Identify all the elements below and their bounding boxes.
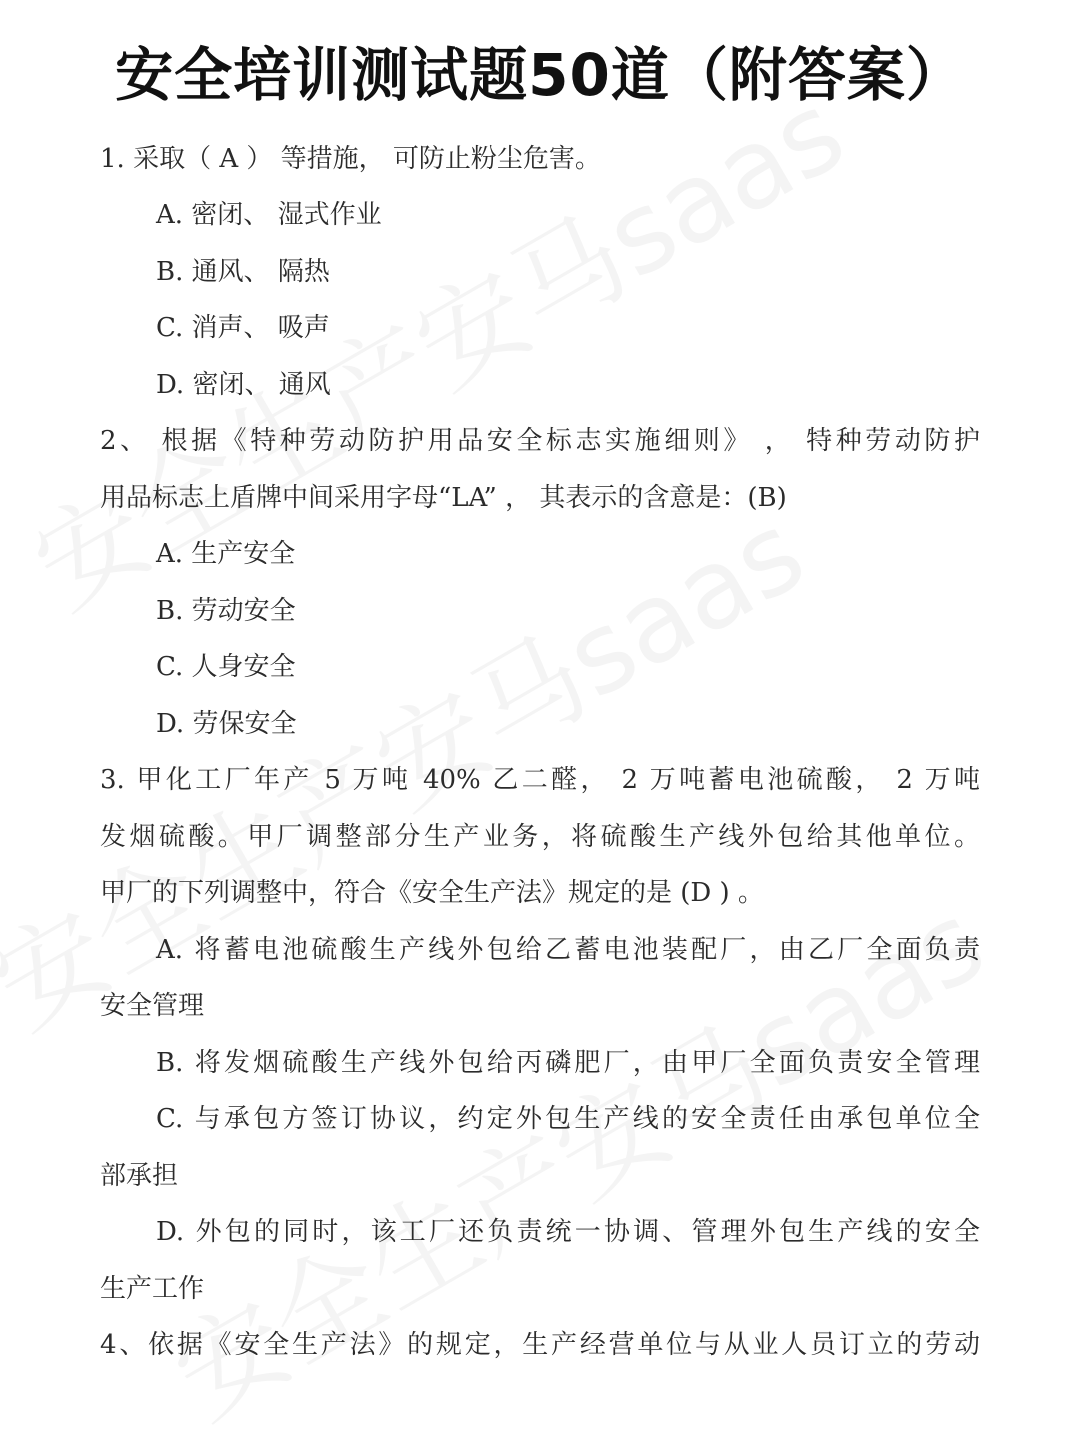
question-3-line-3: 甲厂的下列调整中，符合《安全生产法》规定的是 (D ) 。 — [100, 878, 764, 908]
question-3-option-c-line-1: C. 与承包方签订协议，约定外包生产线的安全责任由承包单位全 — [156, 1104, 980, 1134]
question-3-option-d-line-2: 生产工作 — [100, 1274, 205, 1304]
question-2-line-2: 用品标志上盾牌中间采用字母“LA” ， 其表示的含意是：(B) — [100, 483, 787, 513]
question-1-option-d: D. 密闭、 通风 — [156, 370, 331, 400]
question-1-option-a: A. 密闭、 湿式作业 — [156, 200, 382, 230]
question-1-option-b: B. 通风、 隔热 — [156, 257, 330, 287]
question-3-option-b: B. 将发烟硫酸生产线外包给丙磷肥厂，由甲厂全面负责安全管理 — [156, 1048, 980, 1078]
question-3-line-2: 发烟硫酸。甲厂调整部分生产业务，将硫酸生产线外包给其他单位。 — [100, 822, 980, 852]
question-2-option-d: D. 劳保安全 — [156, 709, 297, 739]
question-4-line-1: 4、依据《安全生产法》的规定，生产经营单位与从业人员订立的劳动 — [100, 1330, 980, 1360]
question-2-option-a: A. 生产安全 — [156, 539, 296, 569]
question-3-option-c-line-2: 部承担 — [100, 1161, 179, 1191]
question-2-line-1: 2、 根据《特种劳动防护用品安全标志实施细则》 ， 特种劳动防护 — [100, 426, 980, 456]
question-2-option-b: B. 劳动安全 — [156, 596, 296, 626]
question-1-option-c: C. 消声、 吸声 — [156, 313, 330, 343]
question-2-option-c: C. 人身安全 — [156, 652, 296, 682]
question-3-option-a-line-2: 安全管理 — [100, 991, 205, 1021]
question-3-line-1: 3. 甲化工厂年产 5 万吨 40% 乙二醛， 2 万吨蓄电池硫酸， 2 万吨 — [100, 765, 980, 795]
watermark-1 — [1, 46, 868, 638]
question-3-option-d-line-1: D. 外包的同时，该工厂还负责统一协调、管理外包生产线的安全 — [156, 1217, 980, 1247]
page-title: 安全培训测试题50道（附答案） — [115, 41, 965, 109]
question-1: 1. 采取（ A ） 等措施， 可防止粉尘危害。 — [100, 144, 601, 174]
question-3-option-a-line-1: A. 将蓄电池硫酸生产线外包给乙蓄电池装配厂，由乙厂全面负责 — [156, 935, 980, 965]
